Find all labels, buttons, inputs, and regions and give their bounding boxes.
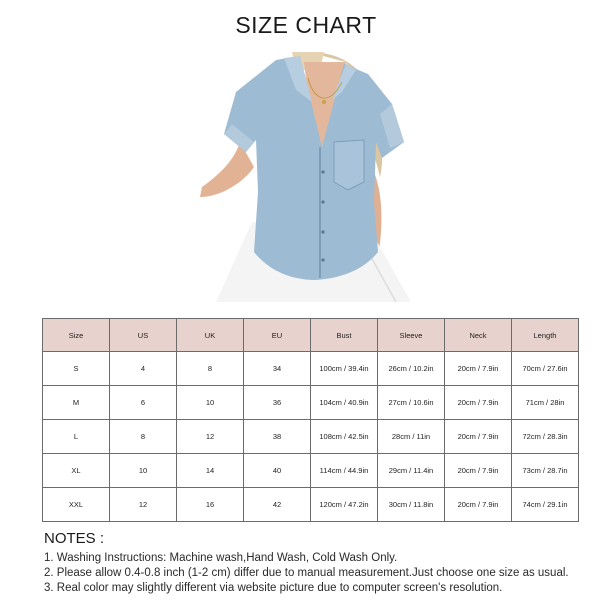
note-item: 1. Washing Instructions: Machine wash,Hand Wash, Cold Wash Only. — [44, 552, 398, 564]
cell-neck: 20cm / 7.9in — [445, 352, 512, 386]
header-sleeve: Sleeve — [378, 319, 445, 352]
table-header-row — [43, 319, 579, 352]
cell-length: 71cm / 28in — [512, 386, 579, 420]
table-row — [43, 420, 579, 454]
cell-length: 73cm / 28.7in — [512, 454, 579, 488]
cell-uk: 8 — [177, 352, 244, 386]
header-length: Length — [512, 319, 579, 352]
size-chart-table — [42, 318, 579, 522]
cell-bust: 104cm / 40.9in — [311, 386, 378, 420]
cell-length: 70cm / 27.6in — [512, 352, 579, 386]
cell-bust: 100cm / 39.4in — [311, 352, 378, 386]
cell-size: S — [43, 352, 110, 386]
cell-neck: 20cm / 7.9in — [445, 420, 512, 454]
cell-us: 12 — [110, 488, 177, 522]
cell-neck: 20cm / 7.9in — [445, 488, 512, 522]
table-row — [43, 386, 579, 420]
cell-size: XL — [43, 454, 110, 488]
cell-neck: 20cm / 7.9in — [445, 386, 512, 420]
cell-uk: 16 — [177, 488, 244, 522]
cell-eu: 36 — [244, 386, 311, 420]
cell-size: M — [43, 386, 110, 420]
cell-uk: 14 — [177, 454, 244, 488]
cell-uk: 12 — [177, 420, 244, 454]
cell-us: 4 — [110, 352, 177, 386]
page-title: SIZE CHART — [235, 12, 377, 38]
cell-length: 72cm / 28.3in — [512, 420, 579, 454]
cell-eu: 34 — [244, 352, 311, 386]
header-bust: Bust — [311, 319, 378, 352]
header-uk: UK — [177, 319, 244, 352]
cell-eu: 42 — [244, 488, 311, 522]
header-us: US — [110, 319, 177, 352]
cell-sleeve: 29cm / 11.4in — [378, 454, 445, 488]
note-item: 3. Real color may slightly different via website picture due to computer screen's resolution. — [44, 582, 503, 594]
cell-eu: 40 — [244, 454, 311, 488]
cell-bust: 108cm / 42.5in — [311, 420, 378, 454]
notes-list — [44, 551, 604, 596]
notes-heading: NOTES : — [44, 530, 105, 547]
cell-size: XXL — [43, 488, 110, 522]
table-row — [43, 488, 579, 522]
cell-us: 8 — [110, 420, 177, 454]
cell-sleeve: 26cm / 10.2in — [378, 352, 445, 386]
cell-us: 6 — [110, 386, 177, 420]
cell-sleeve: 30cm / 11.8in — [378, 488, 445, 522]
cell-eu: 38 — [244, 420, 311, 454]
table-row — [43, 454, 579, 488]
cell-sleeve: 28cm / 11in — [378, 420, 445, 454]
table-row — [43, 352, 579, 386]
note-item: 2. Please allow 0.4-0.8 inch (1-2 cm) differ due to manual measurement.Just choose one size as usual. — [44, 567, 569, 579]
product-photo — [196, 52, 416, 302]
cell-size: L — [43, 420, 110, 454]
cell-uk: 10 — [177, 386, 244, 420]
header-eu: EU — [244, 319, 311, 352]
cell-neck: 20cm / 7.9in — [445, 454, 512, 488]
cell-us: 10 — [110, 454, 177, 488]
cell-length: 74cm / 29.1in — [512, 488, 579, 522]
header-neck: Neck — [445, 319, 512, 352]
cell-sleeve: 27cm / 10.6in — [378, 386, 445, 420]
cell-bust: 114cm / 44.9in — [311, 454, 378, 488]
notes-section — [44, 530, 604, 596]
cell-bust: 120cm / 47.2in — [311, 488, 378, 522]
header-size: Size — [43, 319, 110, 352]
